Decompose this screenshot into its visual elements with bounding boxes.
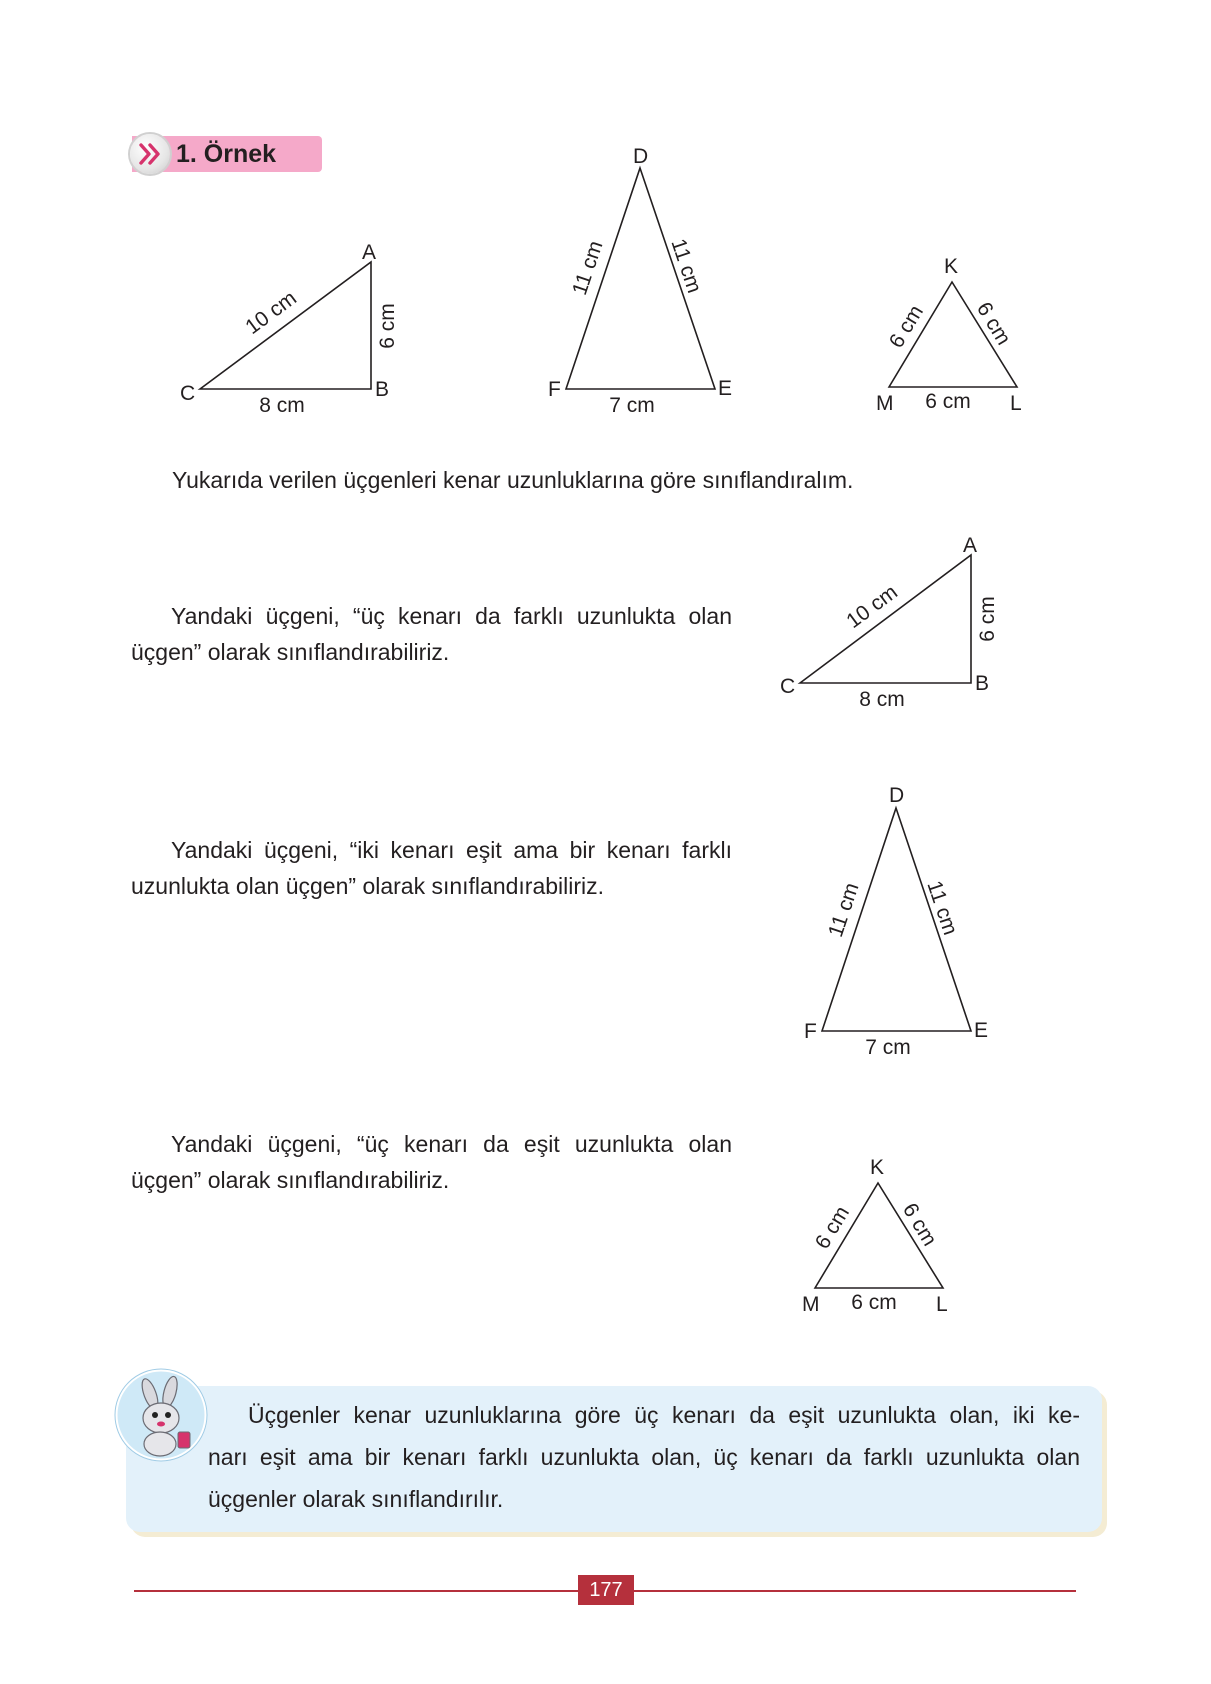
isosceles-triangle-figure	[790, 776, 1010, 1066]
footer-rule-left	[134, 1590, 578, 1592]
vertex-m-label: M	[802, 1293, 820, 1316]
info-line-1: Üçgenler kenar uzunluklarına göre üç kenarı da eşit uzunlukta olan, iki ke-	[248, 1402, 1080, 1428]
info-text	[208, 1394, 1080, 1520]
vertex-d-label: D	[633, 145, 649, 168]
side-kl-label: 6 cm	[971, 298, 1016, 350]
vertex-e-label: E	[974, 1019, 989, 1042]
vertex-k-label: K	[870, 1156, 885, 1179]
vertex-m-label: M	[876, 392, 894, 415]
side-ca-label: 10 cm	[842, 580, 902, 634]
page-number: 177	[578, 1575, 634, 1605]
vertex-c-label: C	[180, 382, 196, 405]
side-cb-label: 8 cm	[259, 394, 305, 417]
side-ab-label: 6 cm	[376, 303, 399, 349]
side-ml-label: 6 cm	[851, 1291, 897, 1314]
vertex-a-label: A	[963, 534, 978, 557]
side-fd-label: 11 cm	[568, 237, 608, 298]
side-fe-label: 7 cm	[865, 1036, 911, 1059]
isosceles-paragraph	[131, 832, 732, 904]
vertex-k-label: K	[944, 255, 959, 278]
vertex-c-label: C	[780, 675, 796, 698]
triangle-abc	[800, 555, 971, 683]
vertex-b-label: B	[975, 672, 990, 695]
scalene-triangle-figure	[770, 530, 1010, 720]
side-kl-label: 6 cm	[897, 1199, 942, 1251]
side-ca-label: 10 cm	[241, 286, 301, 340]
side-de-label: 11 cm	[666, 235, 706, 296]
triangle-abc	[200, 262, 371, 389]
vertex-a-label: A	[362, 241, 377, 264]
info-line-2: narı eşit ama bir kenarı farklı uzunlukta olan, üç kenarı da farklı uzunlukta olan	[208, 1444, 1080, 1470]
scalene-line-1: Yandaki üçgeni, “üç kenarı da farklı uzunlukta olan	[171, 603, 732, 629]
vertex-l-label: L	[936, 1293, 948, 1316]
vertex-e-label: E	[718, 377, 733, 400]
side-cb-label: 8 cm	[859, 688, 905, 711]
scalene-line-2: üçgen” olarak sınıflandırabiliriz.	[131, 639, 450, 665]
info-line-3: üçgenler olarak sınıflandırılır.	[208, 1486, 504, 1512]
equilateral-triangle-figure	[790, 1150, 980, 1320]
scalene-paragraph	[131, 598, 732, 670]
footer-rule-right	[634, 1590, 1076, 1592]
side-ab-label: 6 cm	[976, 596, 999, 642]
top-triangles-figure	[0, 0, 1211, 440]
intro-line: Yukarıda verilen üçgenleri kenar uzunluklarına göre sınıflandıralım.	[172, 467, 854, 493]
side-fe-label: 7 cm	[609, 394, 655, 417]
side-fd-label: 11 cm	[824, 879, 864, 940]
vertex-f-label: F	[548, 378, 561, 401]
rabbit-mascot-icon	[114, 1368, 208, 1462]
vertex-f-label: F	[804, 1020, 817, 1043]
isosceles-line-1: Yandaki üçgeni, “iki kenarı eşit ama bir kenarı farklı	[171, 837, 732, 863]
vertex-b-label: B	[375, 378, 390, 401]
side-de-label: 11 cm	[922, 877, 962, 938]
intro-text	[172, 462, 1072, 498]
isosceles-line-2: uzunlukta olan üçgen” olarak sınıflandırabiliriz.	[131, 873, 605, 899]
equilateral-line-2: üçgen” olarak sınıflandırabiliriz.	[131, 1167, 450, 1193]
side-mk-label: 6 cm	[884, 301, 929, 353]
equilateral-line-1: Yandaki üçgeni, “üç kenarı da eşit uzunlukta olan	[171, 1131, 732, 1157]
example-title: 1. Örnek	[176, 140, 277, 168]
vertex-d-label: D	[889, 784, 905, 807]
equilateral-paragraph	[131, 1126, 732, 1198]
side-mk-label: 6 cm	[810, 1202, 855, 1254]
vertex-l-label: L	[1010, 392, 1022, 415]
side-ml-label: 6 cm	[925, 390, 971, 413]
